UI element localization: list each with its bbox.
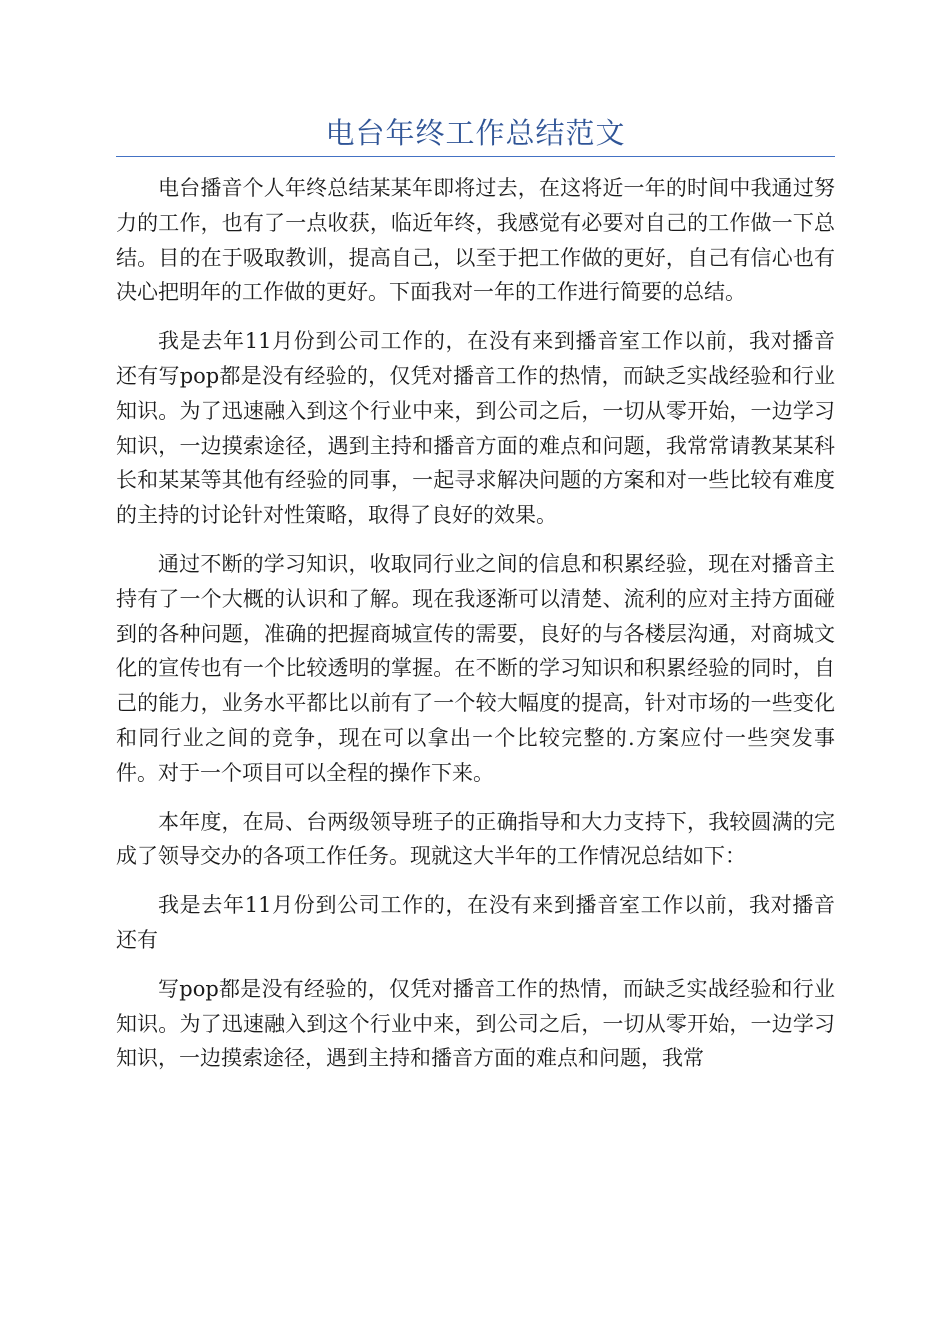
paragraph-1: 电台播音个人年终总结某某年即将过去，在这将近一年的时间中我通过努力的工作，也有了一点收获，临近年终，我感觉有必要对自己的工作做一下总结。目的在于吸取教训，提高自己，以至于把工作做的更好，自己有信心也有决心把明年的工作做的更好。下面我对一年的工作进行简要的总结。 [116,176,835,305]
document-title: 电台年终工作总结范文 [325,116,626,150]
paragraph-3: 通过不断的学习知识，收取同行业之间的信息和积累经验，现在对播音主持有了一个大概的认识和了解。现在我逐渐可以清楚、流利的应对主持方面碰到的各种问题，准确的把握商城宣传的需要，良好的与各楼层沟通，对商城文化的宣传也有一个比较透明的掌握。在不断的学习知识和积累经验的同时，自己的能力，业务水平都比以前有了一个较大幅度的提高，针对市场的一些变化和同行业之间的竞争，现在可以拿出一个比较完整的.方案应付一些突发事件。对于一个项目可以全程的操作下来。 [116,551,835,785]
document-body [116,171,835,1090]
paragraph-4: 本年度，在局、台两级领导班子的正确指导和大力支持下，我较圆满的完成了领导交办的各项工作任务。现就这大半年的工作情况总结如下： [116,809,835,869]
title-block [116,112,835,157]
paragraph-6: 写pop都是没有经验的，仅凭对播音工作的热情，而缺乏实战经验和行业知识。为了迅速融入到这个行业中来，到公司之后，一切从零开始，一边学习知识，一边摸索途径，遇到主持和播音方面的难点和问题，我常 [116,976,835,1071]
paragraph-5: 我是去年11月份到公司工作的，在没有来到播音室工作以前，我对播音还有 [116,893,835,952]
paragraph-2: 我是去年11月份到公司工作的，在没有来到播音室工作以前，我对播音还有写pop都是没有经验的，仅凭对播音工作的热情，而缺乏实战经验和行业知识。为了迅速融入到这个行业中来，到公司之后，一切从零开始，一边学习知识，一边摸索途径，遇到主持和播音方面的难点和问题，我常常请教某某科长和某某等其他有经验的同事，一起寻求解决问题的方案和对一些比较有难度的主持的讨论针对性策略，取得了良好的效果。 [116,329,835,528]
